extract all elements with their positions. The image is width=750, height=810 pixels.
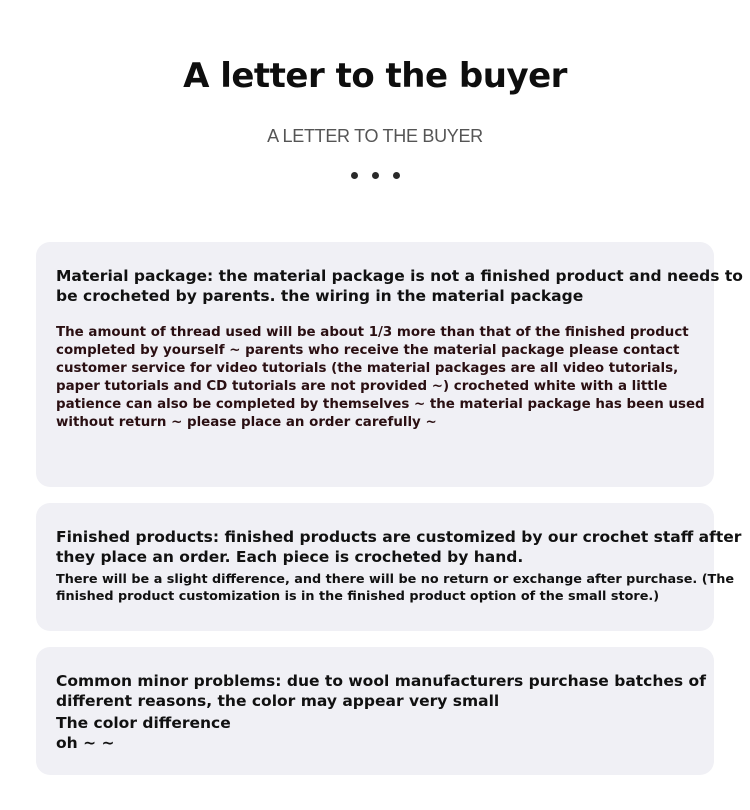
dot-icon [372, 172, 379, 179]
finished-products-body [56, 571, 735, 605]
page-title: A letter to the buyer [183, 56, 567, 96]
material-package-body [56, 324, 705, 432]
common-problems-heading [56, 671, 706, 711]
heading-line: Common minor problems: due to wool manufacturers purchase batches of [56, 672, 706, 690]
dot-icon [351, 172, 358, 179]
material-package-card [36, 242, 743, 487]
body-line: customer service for video tutorials (the material packages are all video tutorials, [56, 361, 679, 376]
body-line: The amount of thread used will be about 1/3 more than that of the finished product [56, 325, 689, 340]
heading-line: they place an order. Each piece is crocheted by hand. [56, 548, 524, 566]
finished-products-card [36, 503, 742, 631]
common-problems-body [56, 713, 694, 753]
common-problems-card [36, 647, 714, 775]
material-package-heading [56, 266, 743, 306]
body-line: The color difference [56, 714, 231, 732]
heading-line: be crocheted by parents. the wiring in the material package [56, 287, 584, 305]
heading-line: Material package: the material package is not a finished product and needs to [56, 267, 743, 285]
decorative-dots [0, 172, 750, 179]
body-line: patience can also be completed by themselves ~ the material package has been used [56, 397, 705, 412]
page-subtitle: A LETTER TO THE BUYER [267, 126, 483, 146]
body-line: oh ~ ~ [56, 734, 115, 752]
body-line: completed by yourself ~ parents who receive the material package please contact [56, 343, 680, 358]
body-line: There will be a slight difference, and there will be no return or exchange after purchase. (The [56, 572, 735, 587]
body-line: finished product customization is in the finished product option of the small store.) [56, 589, 660, 604]
body-line: without return ~ please place an order carefully ~ [56, 415, 437, 430]
heading-line: Finished products: finished products are customized by our crochet staff after [56, 528, 742, 546]
finished-products-heading [56, 527, 742, 567]
dot-icon [393, 172, 400, 179]
body-line: paper tutorials and CD tutorials are not provided ~) crocheted white with a little [56, 379, 668, 394]
heading-line: different reasons, the color may appear very small [56, 692, 500, 710]
